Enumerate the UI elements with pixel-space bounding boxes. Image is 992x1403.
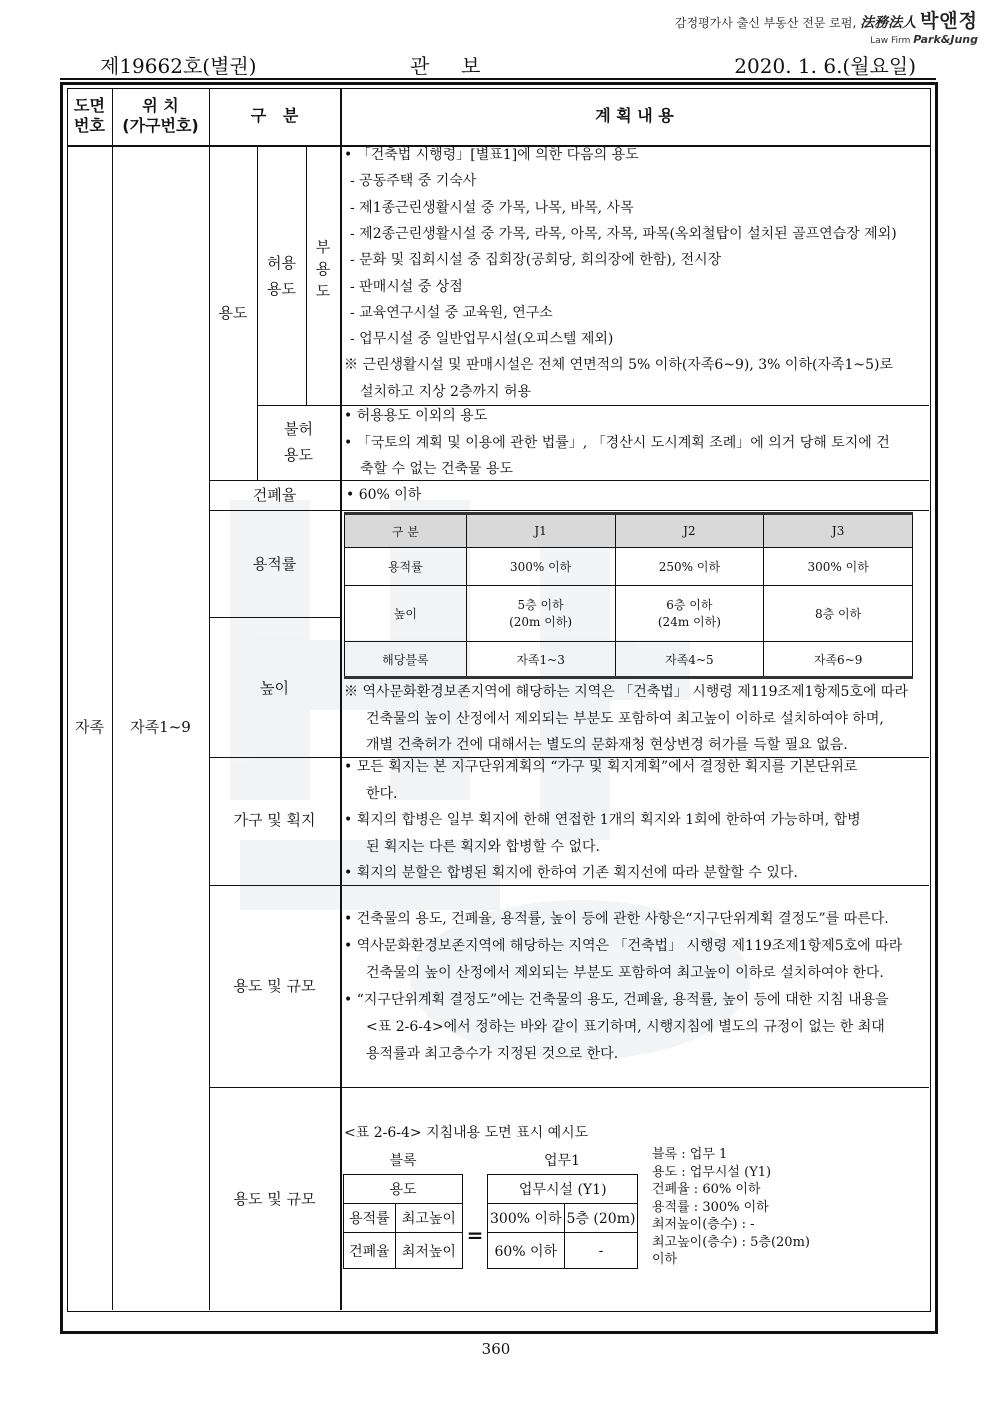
far-table-header: J1 bbox=[466, 514, 615, 548]
text-line: 건축물의 높이 산정에서 제외되는 부분도 포함하여 최고높이 이하로 설치하여야 한다. bbox=[366, 965, 884, 981]
far-table-cell: 자족6~9 bbox=[764, 642, 913, 678]
explanation-line: 건폐율 : 60% 이하 bbox=[652, 1182, 761, 1197]
far-table-cell: 250% 이하 bbox=[615, 548, 764, 586]
col-header-location: 위 치 (가구번호) bbox=[122, 96, 199, 135]
text-line: - 판매시설 중 상점 bbox=[350, 278, 463, 295]
far-table-header: J3 bbox=[764, 514, 913, 548]
example-use: 업무시설 (Y1) bbox=[488, 1175, 638, 1204]
text-line: 축할 수 없는 건축물 용도 bbox=[360, 461, 514, 477]
example-block-label: 업무1 bbox=[544, 1153, 580, 1169]
firm-brand: 法務法人 bbox=[860, 15, 917, 31]
gazette-title: 관 보 bbox=[410, 54, 481, 78]
lots-label: 가구 및 획지 bbox=[233, 811, 316, 829]
coverage-value: • 60% 이하 bbox=[346, 487, 422, 503]
example-max-height: 5층 (20m) bbox=[564, 1204, 638, 1233]
firm-name: 박앤정 bbox=[919, 10, 978, 32]
example-coverage: 60% 이하 bbox=[488, 1233, 565, 1269]
usage-label: 용도 bbox=[218, 304, 248, 322]
text-line: 한다. bbox=[366, 785, 398, 802]
coverage-label: 건폐율 bbox=[252, 486, 297, 504]
text-line: 건축물의 높이 산정에서 제외되는 부분도 포함하여 최고높이 이하로 설치하여야 하며, bbox=[366, 710, 884, 727]
explanation-line: 블록 : 업무 1 bbox=[652, 1147, 728, 1162]
disallowed-use-label: 불허 용도 bbox=[284, 420, 313, 464]
text-line: • 획지의 합병은 일부 획지에 한해 연접한 1개의 획지와 1회에 한하여 가능하며, 합병 bbox=[344, 812, 861, 828]
text-line: • 모든 획지는 본 지구단위계획의 “가구 및 획지계획”에서 결정한 획지를 기본단위로 bbox=[344, 759, 858, 775]
far-table-cell: 5층 이하 (20m 이하) bbox=[466, 586, 615, 642]
far-table-cell: 300% 이하 bbox=[466, 548, 615, 586]
firm-subline bbox=[870, 33, 978, 46]
col-header-category: 구 분 bbox=[250, 106, 299, 125]
far-table-cell: 높이 bbox=[345, 586, 467, 642]
legend-use: 용도 bbox=[344, 1175, 463, 1204]
text-line: • “지구단위계획 결정도”에는 건축물의 용도, 건폐율, 용적률, 높이 등에 대한 지침 내용을 bbox=[344, 992, 889, 1008]
far-table-cell: 해당블록 bbox=[345, 642, 467, 678]
text-line: - 교육연구시설 중 교육원, 연구소 bbox=[350, 304, 553, 321]
text-line: • 허용용도 이외의 용도 bbox=[344, 408, 488, 424]
legend-far: 용적률 bbox=[344, 1204, 396, 1233]
example-far: 300% 이하 bbox=[488, 1204, 565, 1233]
rule-coverage bbox=[209, 480, 929, 481]
issue-date: 2020. 1. 6.(월요일) bbox=[734, 54, 916, 78]
explanation-line: 최고높이(층수) : 5층(20m) bbox=[652, 1234, 810, 1250]
far-table-header-row bbox=[345, 514, 913, 548]
far-table-header: J2 bbox=[615, 514, 764, 548]
header-rule bbox=[60, 78, 936, 80]
rule-far bbox=[209, 510, 929, 511]
col-rule-3 bbox=[340, 88, 342, 1310]
text-line: 개별 건축허가 건에 대해서는 별도의 문화재청 현상변경 허가를 득할 필요 없음. bbox=[366, 737, 848, 753]
explanation-line: 최저높이(층수) : - bbox=[652, 1217, 755, 1232]
legend-table bbox=[343, 1174, 463, 1269]
far-table-row bbox=[345, 586, 913, 642]
text-line: ※ 근린생활시설 및 판매시설은 전체 연면적의 5% 이하(자족6~9), 3% 이하(자족1~5)로 bbox=[344, 357, 894, 374]
far-table-header: 구 분 bbox=[345, 514, 467, 548]
figure-caption: <표 2-6-4> 지침내용 도면 표시 예시도 bbox=[344, 1125, 589, 1141]
legend-coverage: 건폐율 bbox=[344, 1233, 396, 1269]
text-line: 된 획지는 다른 획지와 합병할 수 없다. bbox=[366, 838, 601, 855]
col-rule-1 bbox=[112, 88, 113, 1310]
firm-sub-name: Park&Jung bbox=[913, 33, 978, 46]
text-line: 설치하고 지상 2층까지 허용 bbox=[360, 383, 532, 400]
far-table-cell: 300% 이하 bbox=[764, 548, 913, 586]
allowed-use-label: 허용 용도 bbox=[267, 254, 296, 298]
height-label: 높이 bbox=[260, 679, 289, 697]
text-line: • 획지의 분할은 합병된 획지에 한하여 기존 획지선에 따라 분할할 수 있다. bbox=[344, 865, 798, 881]
use-scale-2-label: 용도 및 규모 bbox=[233, 1190, 316, 1208]
firm-header bbox=[675, 6, 978, 33]
explanation-line: 이하 bbox=[652, 1252, 678, 1267]
far-table-cell: 용적률 bbox=[345, 548, 467, 586]
legend-block-label: 블록 bbox=[389, 1153, 417, 1169]
text-line: • 건축물의 용도, 건폐율, 용적률, 높이 등에 관한 사항은“지구단위계획 결정도”를 따른다. bbox=[344, 911, 889, 927]
far-height-table bbox=[344, 512, 913, 679]
far-table-cell: 6층 이하 (24m 이하) bbox=[615, 586, 764, 642]
drawing-number: 자족 bbox=[75, 718, 104, 736]
text-line: • 「건축법 시행령」[별표1]에 의한 다음의 용도 bbox=[344, 147, 639, 163]
example-min-height: - bbox=[564, 1233, 638, 1269]
rule-use-scale-2 bbox=[209, 1087, 929, 1088]
text-line: <표 2-6-4>에서 정하는 바와 같이 표기하며, 시행지침에 별도의 규정이 없는 한 최대 bbox=[366, 1019, 885, 1035]
text-line: - 업무시설 중 일반업무시설(오피스텔 제외) bbox=[350, 331, 614, 348]
far-table-cell: 8층 이하 bbox=[764, 586, 913, 642]
equals-sign: = bbox=[466, 1223, 484, 1247]
firm-tagline: 감정평가사 출신 부동산 전문 로펌, bbox=[674, 16, 857, 30]
text-line: • 「국토의 계획 및 이용에 관한 법률」, 「경산시 도시계획 조례」에 의거 당해 토지에 건 bbox=[344, 434, 890, 451]
legend-max-height: 최고높이 bbox=[395, 1204, 462, 1233]
example-table bbox=[487, 1174, 638, 1269]
explanation-line: 용도 : 업무시설 (Y1) bbox=[652, 1164, 772, 1180]
text-line: • 역사문화환경보존지역에 해당하는 지역은 「건축법」 시행령 제119조제1항제5호에 따라 bbox=[344, 938, 903, 954]
col-header-drawing-no: 도면 번호 bbox=[74, 96, 105, 135]
sub-use-label: 부 용 도 bbox=[315, 238, 331, 300]
far-table-row bbox=[345, 548, 913, 586]
text-line: - 제1종근린생활시설 중 가목, 나목, 바목, 사목 bbox=[350, 199, 634, 216]
explanation-line: 용적률 : 300% 이하 bbox=[652, 1199, 769, 1215]
far-label: 용적률 bbox=[252, 555, 297, 573]
far-table-cell: 자족1~3 bbox=[466, 642, 615, 678]
legend-min-height: 최저높이 bbox=[395, 1233, 462, 1269]
text-line: 용적률과 최고층수가 지정된 것으로 한다. bbox=[366, 1046, 619, 1062]
far-table-row bbox=[345, 642, 913, 678]
text-line: - 문화 및 집회시설 중 집회장(공회당, 회의장에 한함), 전시장 bbox=[350, 252, 722, 269]
location-blocks: 자족1~9 bbox=[130, 718, 191, 736]
use-scale-label: 용도 및 규모 bbox=[233, 977, 316, 995]
text-line: - 제2종근린생활시설 중 가목, 라목, 아목, 자목, 파목(옥외철탑이 설치된 골프연습장 제외) bbox=[350, 225, 897, 242]
text-line: - 공동주택 중 기숙사 bbox=[350, 173, 477, 190]
rule-height bbox=[209, 617, 340, 618]
far-table-cell: 자족4~5 bbox=[615, 642, 764, 678]
firm-sub-prefix: Law Firm bbox=[870, 36, 911, 46]
issue-number: 제19662호(별권) bbox=[100, 54, 257, 78]
page-number: 360 bbox=[481, 1340, 511, 1358]
text-line: ※ 역사문화환경보존지역에 해당하는 지역은 「건축법」 시행령 제119조제1항제5호에 따라 bbox=[344, 684, 908, 700]
col-header-plan: 계 획 내 용 bbox=[595, 106, 674, 125]
